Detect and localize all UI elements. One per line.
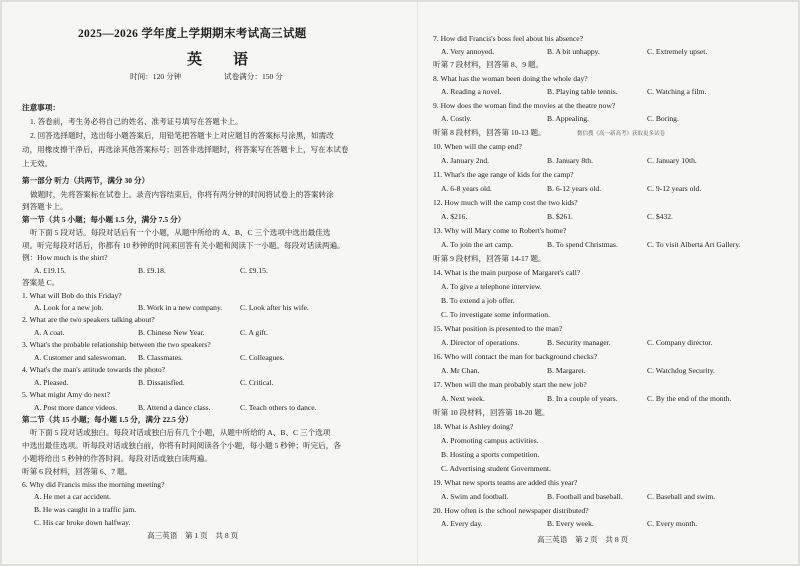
- q4-option-a: A. Pleased.: [34, 378, 69, 387]
- q11-option-a: A. 6-8 years old.: [441, 184, 492, 193]
- q17-option-b: B. In a couple of years.: [547, 394, 618, 403]
- example-answer: 答案是 C。: [22, 278, 60, 287]
- q18-option-c: C. Advertising student Government.: [441, 464, 551, 473]
- wechat-note: 微信搜《高一新高考》获取更多试卷: [577, 131, 666, 137]
- section2-intro: 听下面 5 段对话或独白。每段对话或独白后有几个小题，从题中所给的 A、B、C 三个选项: [30, 428, 331, 437]
- section2-heading: 第二节（共 15 小题；每小题 1.5 分，满分 22.5 分）: [22, 415, 193, 424]
- section1-heading: 第一节（共 5 小题；每小题 1.5 分，满分 7.5 分）: [22, 215, 186, 224]
- q15-option-c: C. Company director.: [647, 338, 713, 347]
- q5-option-a: A. Post more dance videos.: [34, 403, 118, 412]
- q4-option-b: B. Dissatisfied.: [138, 378, 185, 387]
- q10-option-b: B. January 8th.: [547, 156, 593, 165]
- q15-option-a: A. Director of operations.: [441, 338, 520, 347]
- part1-intro-cont: 到答题卡上。: [22, 202, 68, 211]
- q13-option-a: A. To join the art camp.: [441, 240, 514, 249]
- q9-option-b: B. Appealing.: [547, 114, 589, 123]
- material-9: 听第 9 段材料，回答第 14-17 题。: [433, 254, 546, 263]
- q18-option-a: A. Promoting campus activities.: [441, 436, 539, 445]
- question-18: 18. What is Ashley doing?: [433, 422, 514, 431]
- q5-option-b: B. Attend a dance class.: [138, 403, 211, 412]
- example-option-c: C. £9.15.: [240, 266, 268, 275]
- q5-option-c: C. Teach others to dance.: [240, 403, 317, 412]
- question-19: 19. What new sports teams are added this year?: [433, 478, 578, 487]
- q10-option-a: A. January 2nd.: [441, 156, 490, 165]
- q7-option-b: B. A bit unhappy.: [547, 47, 600, 56]
- example-option-a: A. £19.15.: [34, 266, 67, 275]
- q18-option-b: B. Hosting a sports competition.: [441, 450, 540, 459]
- q9-option-a: A. Costly.: [441, 114, 472, 123]
- notice-item-2-end: 上无效。: [22, 159, 53, 168]
- q4-option-c: C. Critical.: [240, 378, 274, 387]
- section1-intro-cont: 项。听完每段对话后，你都有 10 秒钟的时间来回答有关小题和阅读下一小题。每段对话读两遍。: [22, 241, 345, 250]
- q3-option-a: A. Customer and saleswoman.: [34, 353, 127, 362]
- q20-option-a: A. Every day.: [441, 519, 483, 528]
- material-8: 听第 8 段材料，回答第 10-13 题。: [433, 128, 546, 137]
- q19-option-c: C. Baseball and swim.: [647, 492, 716, 501]
- q17-option-c: C. By the end of the month.: [647, 394, 732, 403]
- question-14: 14. What is the main purpose of Margaret's call?: [433, 268, 581, 277]
- question-16: 16. Who will contact the man for background checks?: [433, 352, 598, 361]
- question-13: 13. Why will Mary come to Robert's home?: [433, 226, 567, 235]
- material-10: 听第 10 段材料，回答第 18-20 题。: [433, 408, 550, 417]
- q1-option-c: C. Look after his wife.: [240, 303, 309, 312]
- q1-option-a: A. Look for a new job.: [34, 303, 104, 312]
- footer-page-1: 高三英语 第 1 页 共 8 页: [147, 531, 239, 540]
- q9-option-c: C. Boring.: [647, 114, 679, 123]
- notice-item-2: 2. 回答选择题时，选出每小题答案后，用铅笔把答题卡上对应题目的答案标号涂黑，如需改: [30, 131, 334, 140]
- q6-option-b: B. He was caught in a traffic jam.: [34, 505, 137, 514]
- page-2: [427, 2, 795, 564]
- q19-option-a: A. Swim and football.: [441, 492, 509, 501]
- q7-option-c: C. Extremely upset.: [647, 47, 708, 56]
- q16-option-a: A. Mr Chan.: [441, 366, 480, 375]
- q14-option-b: B. To extend a job offer.: [441, 296, 515, 305]
- exam-score: 试卷满分：150 分: [224, 72, 283, 81]
- question-15: 15. What position is presented to the man?: [433, 324, 563, 333]
- material-6: 听第 6 段材料，回答第 6、7 题。: [22, 467, 133, 476]
- q11-option-b: B. 6-12 years old.: [547, 184, 602, 193]
- q1-option-b: B. Work in a new company.: [138, 303, 223, 312]
- q14-option-c: C. To investigate some information.: [441, 310, 551, 319]
- q8-option-b: B. Playing table tennis.: [547, 87, 618, 96]
- question-7: 7. How did Francis's boss feel about his absence?: [433, 34, 584, 43]
- exam-time: 时间：120 分钟: [130, 72, 182, 81]
- q6-option-a: A. He met a car accident.: [34, 492, 111, 501]
- notice-item-1: 1. 答卷前，考生务必将自己的姓名、准考证号填写在答题卡上。: [30, 117, 243, 126]
- q20-option-b: B. Every week.: [547, 519, 594, 528]
- question-10: 10. When will the camp end?: [433, 142, 522, 151]
- q2-option-a: A. A coat.: [34, 328, 65, 337]
- q8-option-a: A. Reading a novel.: [441, 87, 502, 96]
- q12-option-c: C. $432.: [647, 212, 673, 221]
- q12-option-b: B. $261.: [547, 212, 573, 221]
- q16-option-b: B. Margaret.: [547, 366, 586, 375]
- notice-item-2-cont: 动，用橡皮擦干净后，再选涂其他答案标号；回答非选择题时，将答案写在答题卡上，写在本试卷: [22, 145, 349, 154]
- example-option-b: B. £9.18.: [138, 266, 166, 275]
- page-fold: [417, 2, 418, 564]
- footer-page-2: 高三英语 第 2 页 共 8 页: [537, 535, 629, 544]
- material-7: 听第 7 段材料，回答第 8、9 题。: [433, 60, 544, 69]
- part1-intro: 做题时，先将答案标在试卷上。录音内容结束后，你将有两分钟的时间将试卷上的答案转涂: [30, 190, 334, 199]
- section1-intro: 听下面 5 段对话。每段对话后有一个小题，从题中所给的 A、B、C 三个选项中选出最佳选: [30, 228, 331, 237]
- q20-option-c: C. Every month.: [647, 519, 698, 528]
- question-4: 4. What's the man's attitude towards the photo?: [22, 365, 166, 374]
- exam-sheet: [2, 2, 798, 564]
- q3-option-b: B. Classmates.: [138, 353, 183, 362]
- q16-option-c: C. Watchdog Security.: [647, 366, 715, 375]
- notice-heading: 注意事项：: [22, 103, 60, 112]
- question-1: 1. What will Bob do this Friday?: [22, 291, 122, 300]
- page-1: [12, 2, 407, 564]
- q13-option-b: B. To spend Christmas.: [547, 240, 618, 249]
- q19-option-b: B. Football and baseball.: [547, 492, 623, 501]
- q12-option-a: A. $216.: [441, 212, 468, 221]
- question-20: 20. How often is the school newspaper distributed?: [433, 506, 589, 515]
- exam-title: 2025—2026 学年度上学期期末考试高三试题: [78, 28, 307, 40]
- question-8: 8. What has the woman been doing the whole day?: [433, 74, 588, 83]
- question-12: 12. How much will the camp cost the two kids?: [433, 198, 578, 207]
- q2-option-b: B. Chinese New Year.: [138, 328, 205, 337]
- question-6: 6. Why did Francis miss the morning meeting?: [22, 480, 165, 489]
- question-11: 11. What's the age range of kids for the camp?: [433, 170, 574, 179]
- q6-option-c: C. His car broke down halfway.: [34, 518, 131, 527]
- q13-option-c: C. To visit Alberta Art Gallery.: [647, 240, 741, 249]
- q17-option-a: A. Next week.: [441, 394, 485, 403]
- q2-option-c: C. A gift.: [240, 328, 268, 337]
- q7-option-a: A. Very annoyed.: [441, 47, 495, 56]
- q15-option-b: B. Security manager.: [547, 338, 611, 347]
- question-5: 5. What might Amy do next?: [22, 390, 111, 399]
- question-3: 3. What's the probable relationship between the two speakers?: [22, 340, 211, 349]
- section2-intro-cont: 中选出最佳选项。听每段对话或独白前，你将有时间阅读各个小题，每小题 5 秒钟；听完后，各: [22, 441, 341, 450]
- question-9: 9. How does the woman find the movies at the theatre now?: [433, 101, 616, 110]
- example-question: 例：How much is the shirt?: [22, 253, 108, 262]
- q3-option-c: C. Colleagues.: [240, 353, 285, 362]
- q10-option-c: C. January 10th.: [647, 156, 697, 165]
- section2-intro-end: 小题将给出 5 秒钟的作答时间。每段对话或独白读两遍。: [22, 454, 212, 463]
- part1-heading: 第一部分 听力（共两节，满分 30 分）: [22, 176, 150, 185]
- question-17: 17. When will the man probably start the new job?: [433, 380, 587, 389]
- q11-option-c: C. 9-12 years old.: [647, 184, 702, 193]
- subject-title: 英 语: [187, 52, 257, 68]
- q14-option-a: A. To give a telephone interview.: [441, 282, 542, 291]
- question-2: 2. What are the two speakers talking about?: [22, 315, 155, 324]
- q8-option-c: C. Watching a film.: [647, 87, 707, 96]
